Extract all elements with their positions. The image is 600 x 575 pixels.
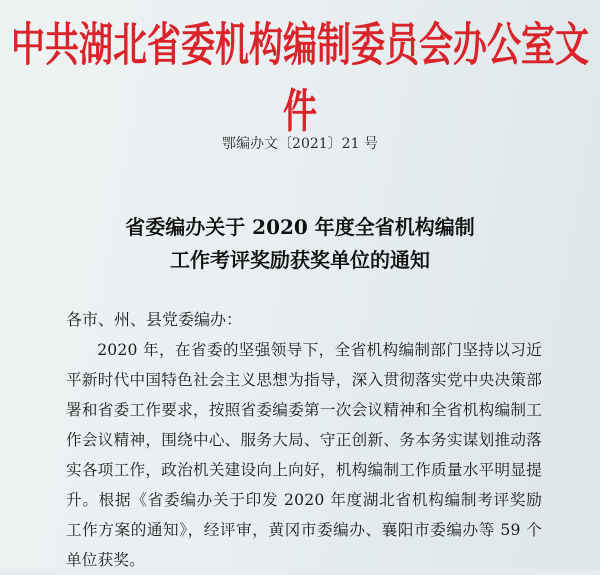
- body-paragraph: 2020 年，在省委的坚强领导下，全省机构编制部门坚持以习近平新时代中国特色社会主义思想为指导，深入贯彻落实党中央决策部署和省委工作要求，按照省委编委第一次会议精神和全省机构编制工作会议精神，围绕中心、服务大局、守正创新、务本务实谋划推动落实各项工作，政治机关建设向上向好，机构编制工作质量水平明显提升。根据《省委编办关于印发 2020 年度湖北省机构编制考评奖励工作方案的通知》，经评审，黄冈市委编办、襄阳市委编办等 59 个单位获奖。: [66, 341, 542, 569]
- document-header-title: 中共湖北省委机构编制委员会办公室文件: [11, 18, 589, 139]
- document-title-line-2: 工作考评奖励获奖单位的通知: [170, 248, 430, 272]
- salutation: 各市、州、县党委编办：: [66, 310, 243, 329]
- document-number: 鄂编办文〔2021〕21 号: [222, 136, 378, 152]
- document-title-line-1: 省委编办关于 2020 年度全省机构编制: [125, 215, 475, 239]
